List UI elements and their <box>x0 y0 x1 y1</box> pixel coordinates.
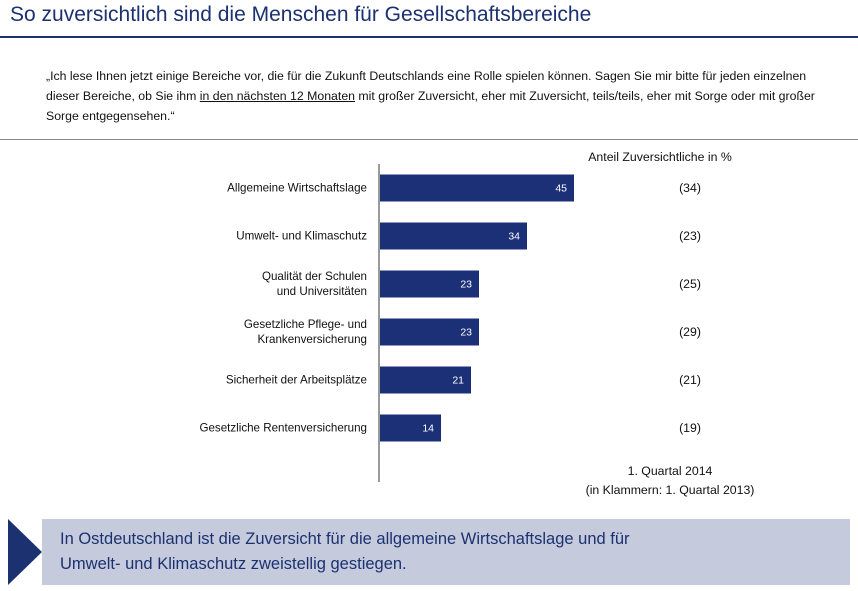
category-label-line1: Umwelt- und Klimaschutz <box>236 229 367 243</box>
bar-container <box>380 271 479 298</box>
question-part1: „Ich lese Ihnen jetzt einige Bereiche vor, die für die Zukunft Deutschlands eine Rolle spielen können. Sagen Sie mir bitte für jeden einzelnen dieser Bereiche, ob Sie ihm <box>46 69 807 103</box>
bar <box>380 223 527 250</box>
chart-column-header: Anteil Zuversichtliche in % <box>588 150 732 164</box>
previous-value-label: (34) <box>679 181 701 195</box>
bar <box>380 319 479 346</box>
chart-row <box>0 356 858 404</box>
category-label <box>67 421 367 436</box>
previous-value-label: (23) <box>679 229 701 243</box>
bar-container <box>380 319 479 346</box>
bar <box>380 271 479 298</box>
bar <box>380 367 471 394</box>
arrow-icon <box>8 519 42 585</box>
bar-container <box>380 367 471 394</box>
previous-value-label: (29) <box>679 325 701 339</box>
chart-rows <box>0 164 858 452</box>
category-label <box>67 317 367 347</box>
category-label-line1: Sicherheit der Arbeitsplätze <box>225 373 367 387</box>
chart-row <box>0 212 858 260</box>
bar-value-label: 34 <box>508 230 520 242</box>
bar <box>380 415 441 442</box>
bar-container <box>380 175 574 202</box>
bar-container <box>380 223 527 250</box>
bar-chart <box>0 140 858 510</box>
question-underlined: in den nächsten 12 Monaten <box>199 89 355 103</box>
page-title: So zuversichtlich sind die Menschen für Gesellschaftsbereiche <box>10 3 592 26</box>
previous-value-label: (25) <box>679 277 701 291</box>
bar <box>380 175 574 202</box>
bar-container <box>380 415 441 442</box>
question-text <box>46 66 816 126</box>
callout-line2: Umwelt- und Klimaschutz zweistellig gestiegen. <box>60 555 407 573</box>
source-line2: (in Klammern: 1. Quartal 2013) <box>585 483 755 497</box>
bar-value-label: 23 <box>460 326 472 338</box>
category-label-line1: Allgemeine Wirtschaftslage <box>227 181 367 195</box>
bar-value-label: 14 <box>422 422 434 434</box>
category-label <box>67 373 367 388</box>
source-line1: 1. Quartal 2014 <box>627 464 713 478</box>
category-label <box>67 269 367 299</box>
category-label-line1: Gesetzliche Rentenversicherung <box>199 421 367 435</box>
category-label <box>67 229 367 244</box>
category-label-line2: und Universitäten <box>276 285 367 298</box>
chart-source-note <box>520 462 820 500</box>
callout-text <box>60 527 630 577</box>
bar-value-label: 21 <box>452 374 464 386</box>
category-label <box>67 181 367 196</box>
chart-row <box>0 260 858 308</box>
category-label-line2: Krankenversicherung <box>257 333 367 346</box>
bar-value-label: 45 <box>555 182 567 194</box>
callout-body <box>42 519 850 585</box>
question-part2: mit großer Zuversicht, eher mit Zuversicht, teils/teils, eher mit Sorge oder mit großer Sorge entgegensehen.“ <box>46 89 815 123</box>
chart-row <box>0 404 858 452</box>
bar-value-label: 23 <box>460 278 472 290</box>
chart-row <box>0 164 858 212</box>
category-label-line1: Qualität der Schulen <box>261 270 367 283</box>
chart-row <box>0 308 858 356</box>
previous-value-label: (21) <box>679 373 701 387</box>
callout-line1: In Ostdeutschland ist die Zuversicht für die allgemeine Wirtschaftslage und für <box>60 530 630 548</box>
title-divider <box>0 36 858 38</box>
category-label-line1: Gesetzliche Pflege- und <box>243 318 367 331</box>
previous-value-label: (19) <box>679 421 701 435</box>
footer-callout <box>8 519 850 585</box>
